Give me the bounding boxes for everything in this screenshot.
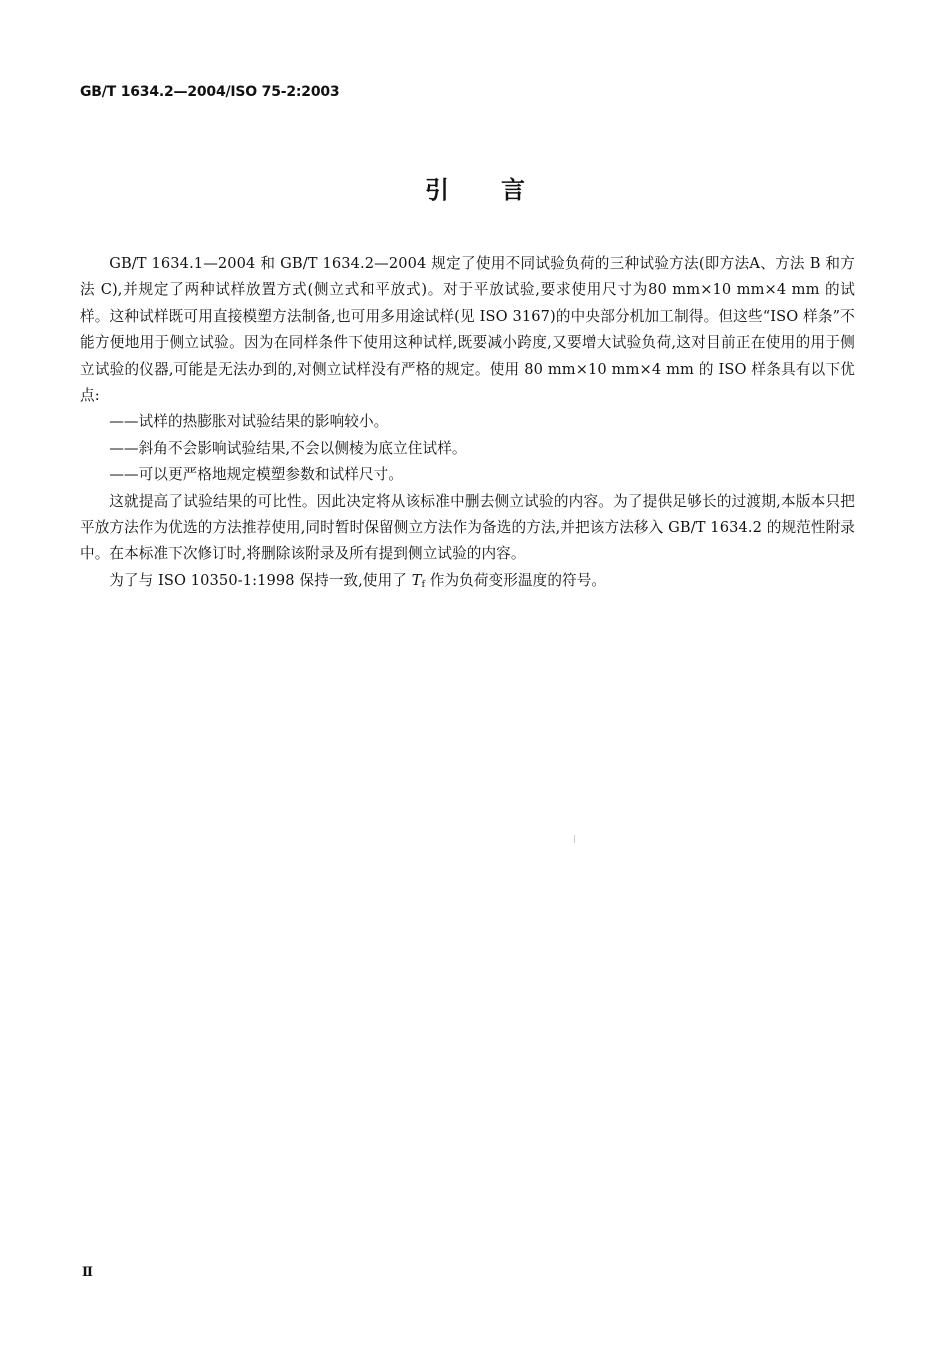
advantage-item-3: ——可以更严格地规定模塑参数和试样尺寸。: [109, 466, 404, 484]
paragraph-3-start: 为了与 ISO 10350-1:1998 保持一致,使用了: [109, 571, 412, 589]
advantage-item-1: ——试样的热膨胀对试验结果的影响较小。: [109, 413, 389, 431]
title-char-1: 引: [425, 176, 449, 204]
scan-artifact-mark: [574, 835, 575, 843]
paragraph-3-end: 作为负荷变形温度的符号。: [425, 571, 607, 589]
advantage-item-2: ——斜角不会影响试验结果,不会以侧棱为底立住试样。: [109, 439, 467, 457]
title-char-2: 言: [501, 176, 525, 204]
paragraph-3: [80, 568, 855, 598]
symbol-subscript-f: f: [421, 579, 426, 590]
symbol-t: T: [411, 571, 422, 589]
page-number: Ⅱ: [82, 1265, 93, 1280]
section-title: [0, 170, 950, 205]
introduction-body: [80, 251, 855, 598]
paragraph-1: GB/T 1634.1—2004 和 GB/T 1634.2—2004 规定了使用不同试验负荷的三种试验方法(即方法A、方法 B 和方法 C),并规定了两种试样放置方式(侧立式和平放式)。对于平放试验,要求使用尺寸为80 mm×10 mm×4 mm 的试样。这种试样既可用直接模塑方法制备,也可用多用途试样(见 ISO 3167)的中央部分机加工制得。但这些“ISO 样条”不能方便地用于侧立试验。因为在同样条件下使用这种试样,既要减小跨度,又要增大试验负荷,这对目前正在使用的用于侧立试验的仪器,可能是无法办到的,对侧立试样没有严格的规定。使用 80 mm×10 mm×4 mm 的 ISO 样条具有以下优点:: [80, 255, 855, 405]
standard-number-header: GB/T 1634.2—2004/ISO 75-2:2003: [80, 84, 340, 100]
paragraph-2: 这就提高了试验结果的可比性。因此决定将从该标准中删去侧立试验的内容。为了提供足够长的过渡期,本版本只把平放方法作为优选的方法推荐使用,同时暂时保留侧立方法作为备选的方法,并把该方法移入 GB/T 1634.2 的规范性附录中。在本标准下次修订时,将删除该附录及所有提到侧立试验的内容。: [80, 492, 855, 563]
